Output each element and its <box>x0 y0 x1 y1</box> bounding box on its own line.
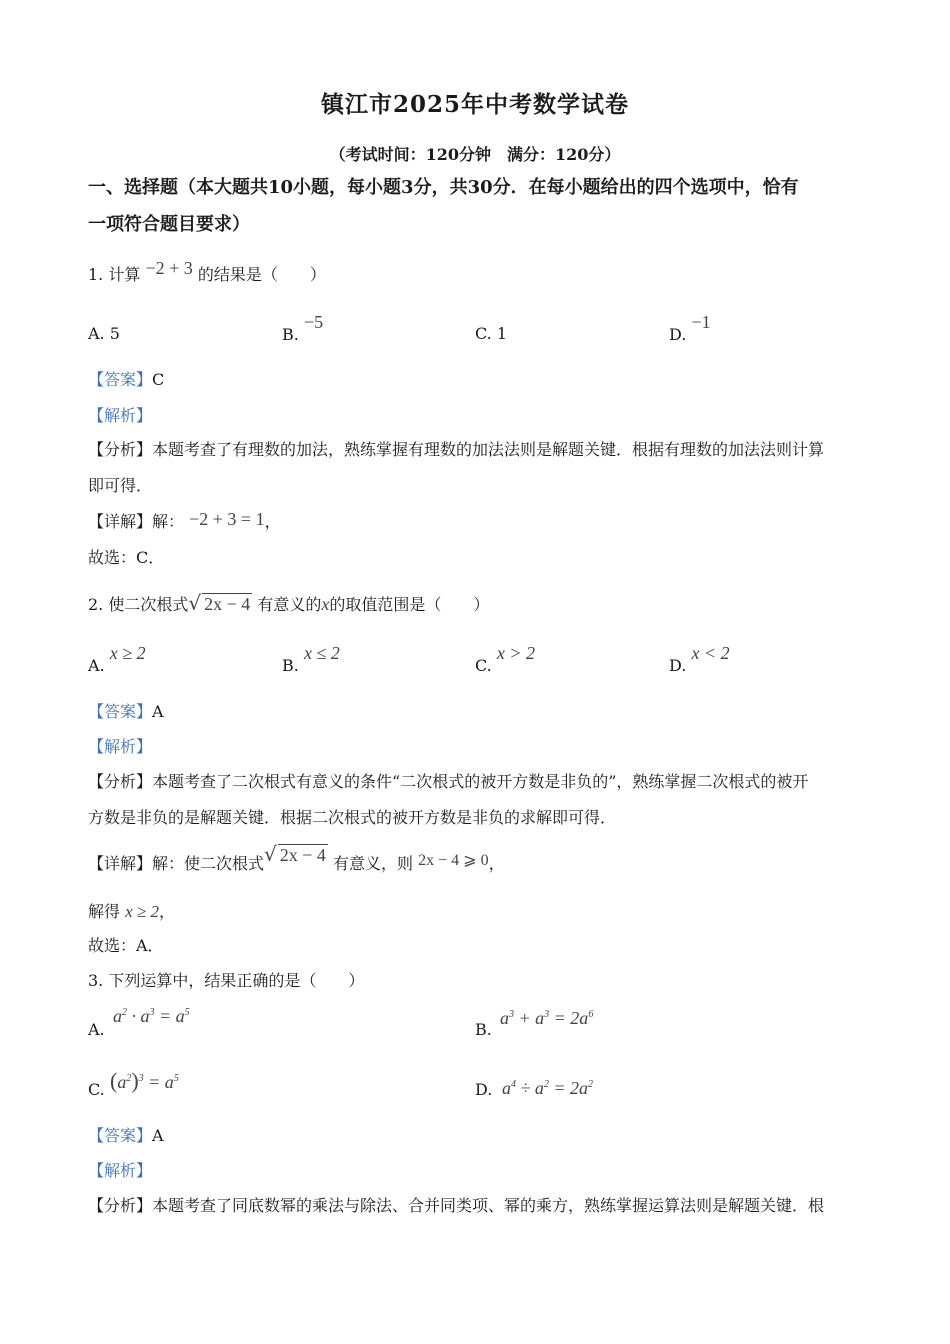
q1-expr: −2 + 3 <box>145 258 193 278</box>
q1-fenxi-line1: 【分析】本题考查了有理数的加法，熟练掌握有理数的加法法则是解题关键．根据有理数的加法法则计算 <box>88 440 825 459</box>
q3-option-b: B. <box>475 1020 492 1039</box>
q1-detail: 【详解】解： −2 + 3 = 1， <box>88 509 281 531</box>
q1-option-c: C. 1 <box>475 324 508 343</box>
q1-option-a: A. 5 <box>88 324 120 343</box>
q2-option-b: B. x ≤ 2 <box>282 643 340 675</box>
exam-info: （考试时间：120分钟 满分：120分） <box>329 145 621 164</box>
q2-stem: 2. 使二次根式√ 2x − 4 有意义的x的取值范围是（ ） <box>88 591 490 615</box>
q2-conclusion: 故选：A． <box>88 936 164 955</box>
q3-fenxi-line1: 【分析】本题考查了同底数幂的乘法与除法、合并同类项、幂的乘方，熟练掌握运算法则是解题关键．根 <box>88 1196 825 1215</box>
q3-stem: 3. 下列运算中，结果正确的是（ ） <box>88 971 365 990</box>
section-heading-line2: 一项符合题目要求） <box>88 214 250 235</box>
q2-fenxi-line2: 方数是非负的是解题关键．根据二次根式的被开方数是非负的求解即可得． <box>88 808 617 827</box>
q2-solve: 解得 x ≥ 2， <box>88 902 176 921</box>
q2-fenxi-line1: 【分析】本题考查了二次根式有意义的条件“二次根式的被开方数是非负的”，熟练掌握二次根式的被开 <box>88 772 809 791</box>
q3-option-b-expr: $a^3 + a^3 = 2a^6$ <box>500 1008 594 1028</box>
q3-analysis-tag: 【解析】 <box>88 1161 153 1180</box>
q1-conclusion: 故选：C． <box>88 548 165 567</box>
q1-suffix: 的结果是（ ） <box>197 265 326 284</box>
q1-stem <box>88 258 326 285</box>
q3-option-d: D. <box>475 1080 493 1099</box>
q2-option-c: C. x > 2 <box>475 643 535 675</box>
q3-answer: 【答案】A <box>88 1126 164 1145</box>
q1-option-d: D. −1 <box>669 312 711 344</box>
q3-option-d-expr: $a^4 \div a^2 = 2a^2$ <box>502 1078 594 1098</box>
radical-icon: √ <box>264 842 277 866</box>
q3-option-c: C. <box>88 1080 105 1099</box>
q2-answer: 【答案】A <box>88 702 164 721</box>
q2-detail: 【详解】解：使二次根式√ 2x − 4 有意义，则 2x − 4 ⩾ 0， <box>88 842 505 873</box>
q1-answer: 【答案】C <box>88 370 165 389</box>
page-title: 镇江市2025年中考数学试卷 <box>320 91 629 118</box>
q1-option-b: B. −5 <box>282 312 324 344</box>
q3-option-c-expr: $(a^2)^3 = a^5$ <box>110 1068 179 1093</box>
q3-option-a: A. <box>88 1020 105 1039</box>
section-heading-line1: 一、选择题（本大题共10小题，每小题3分，共30分．在每小题给出的四个选项中，恰有 <box>88 177 799 198</box>
q2-analysis-tag: 【解析】 <box>88 737 153 756</box>
q2-option-d: D. x < 2 <box>669 643 730 675</box>
radical-icon: √ <box>188 591 202 615</box>
q2-radicand: 2x − 4 <box>204 594 251 614</box>
q2-option-a: A. x ≥ 2 <box>88 643 146 675</box>
q1-prefix: 1. 计算 <box>88 265 141 284</box>
q1-fenxi-line2: 即可得． <box>88 476 153 495</box>
q3-option-a-expr: $a^2 \cdot a^3 = a^5$ <box>113 1006 190 1026</box>
q1-analysis-tag: 【解析】 <box>88 406 153 425</box>
